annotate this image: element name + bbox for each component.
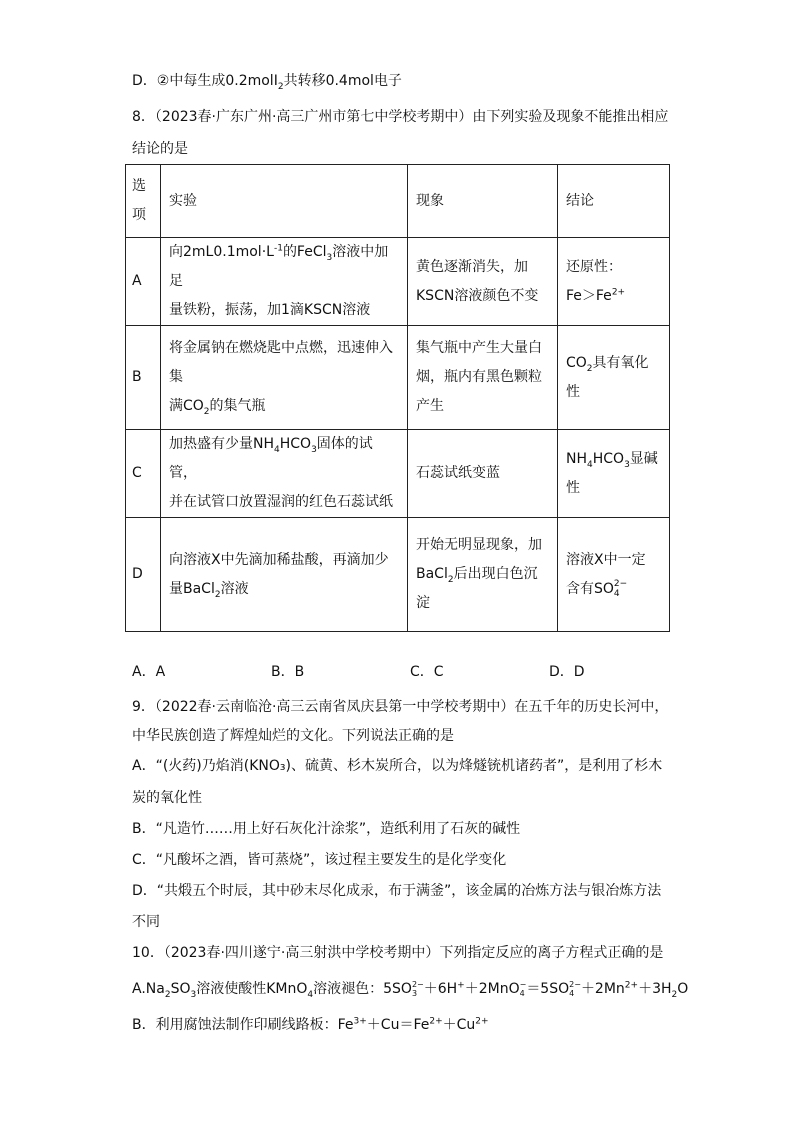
table-row [126, 326, 670, 430]
table-row [126, 430, 670, 518]
q10-option-a[interactable]: $A.Na_2SO_3$溶液使酸性KMnO$_4$溶液褪色：5SO 2− 3 ＋6H+＋2MnO − 4 ＝5SO 2− 4 $+2Mn^{2+}+3H_2O$ [132, 980, 689, 1000]
row-phenomenon: 开始无明显现象，加 BaCl$_2$后出现白色沉 淀 [408, 518, 558, 632]
row-phenomenon: 集气瓶中产生大量白 烟，瓶内有黑色颗粒 产生 [408, 326, 558, 430]
row-experiment: 向$2mL0.1mol\cdot L^{-1}$的FeCl$_3$溶液中加足 量铁粉，振荡，加1滴KSCN溶液 [161, 238, 408, 326]
q8-table [125, 164, 670, 632]
row-experiment: 将金属钠在燃烧匙中点燃，迅速伸入集 满$CO_2$的集气瓶 [161, 326, 408, 430]
prev-question-option-d: D．②中每生成0.2molI$_2$共转移0.4mol电子 [132, 73, 402, 92]
q9-option-a-line1[interactable]: A．“(火药)乃焰消(KNO₃)、硫黄、杉木炭所合，以为烽燧铳机诸药者”，是利用了杉木 [132, 758, 663, 774]
header-option: 选 项 [126, 165, 161, 238]
q9-option-d-line2[interactable]: 不同 [132, 914, 160, 930]
q9-stem-line1: 9．（2022春·云南临沧·高三云南省凤庆县第一中学校考期中）在五千年的历史长河中， [132, 699, 669, 715]
row-option: B [126, 326, 161, 430]
q9-stem-line2: 中华民族创造了辉煌灿烂的文化。下列说法正确的是 [132, 728, 454, 744]
header-conclusion: 结论 [558, 165, 670, 238]
q8-options [132, 662, 692, 682]
row-conclusion: $CO_2$具有氧化 性 [558, 326, 670, 430]
q8-option-a[interactable]: A．A [132, 664, 166, 680]
row-phenomenon: 石蕊试纸变蓝 [408, 430, 558, 518]
q9-option-a-line2[interactable]: 炭的氧化性 [132, 790, 202, 806]
q8-option-b[interactable]: B．B [271, 664, 305, 680]
row-conclusion: 溶液X中一定 含有SO 2− 4 [558, 518, 670, 632]
q10-option-b[interactable]: B．利用腐蚀法制作印刷线路板：$Fe^{3+}+Cu=Fe^{2+}+Cu^{2+}$ [132, 1016, 489, 1033]
row-phenomenon: 黄色逐渐消失，加 KSCN溶液颜色不变 [408, 238, 558, 326]
q8-stem-line1: 8．（2023春·广东广州·高三广州市第七中学校考期中）由下列实验及现象不能推出相应 [132, 109, 669, 125]
q9-option-c[interactable]: C．“凡酸坏之酒，皆可蒸烧”，该过程主要发生的是化学变化 [132, 852, 507, 868]
q9-option-b[interactable]: B．“凡造竹……用上好石灰化汁涂浆”，造纸利用了石灰的碱性 [132, 821, 521, 837]
row-experiment: 加热盛有少量$NH_4HCO_3$固体的试管， 并在试管口放置湿润的红色石蕊试纸 [161, 430, 408, 518]
q8-option-c[interactable]: C．C [410, 664, 444, 680]
q10-stem: 10．（2023春·四川遂宁·高三射洪中学校考期中）下列指定反应的离子方程式正确的是 [132, 945, 664, 961]
table-row [126, 518, 670, 632]
header-phenomenon: 现象 [408, 165, 558, 238]
row-option: D [126, 518, 161, 632]
header-experiment: 实验 [161, 165, 408, 238]
row-experiment: 向溶液X中先滴加稀盐酸，再滴加少 量BaCl$_2$溶液 [161, 518, 408, 632]
row-conclusion: $NH_4HCO_3$显碱 性 [558, 430, 670, 518]
row-option: A [126, 238, 161, 326]
q8-stem-line2: 结论的是 [132, 141, 188, 157]
row-conclusion: 还原性： $Fe>Fe^{2+}$ [558, 238, 670, 326]
q8-option-d[interactable]: D．D [549, 664, 585, 680]
q9-option-d-line1[interactable]: D．“共煅五个时辰，其中砂末尽化成汞，布于满釜”，该金属的冶炼方法与银冶炼方法 [132, 883, 662, 899]
row-option: C [126, 430, 161, 518]
table-row [126, 238, 670, 326]
table-header-row [126, 165, 670, 238]
